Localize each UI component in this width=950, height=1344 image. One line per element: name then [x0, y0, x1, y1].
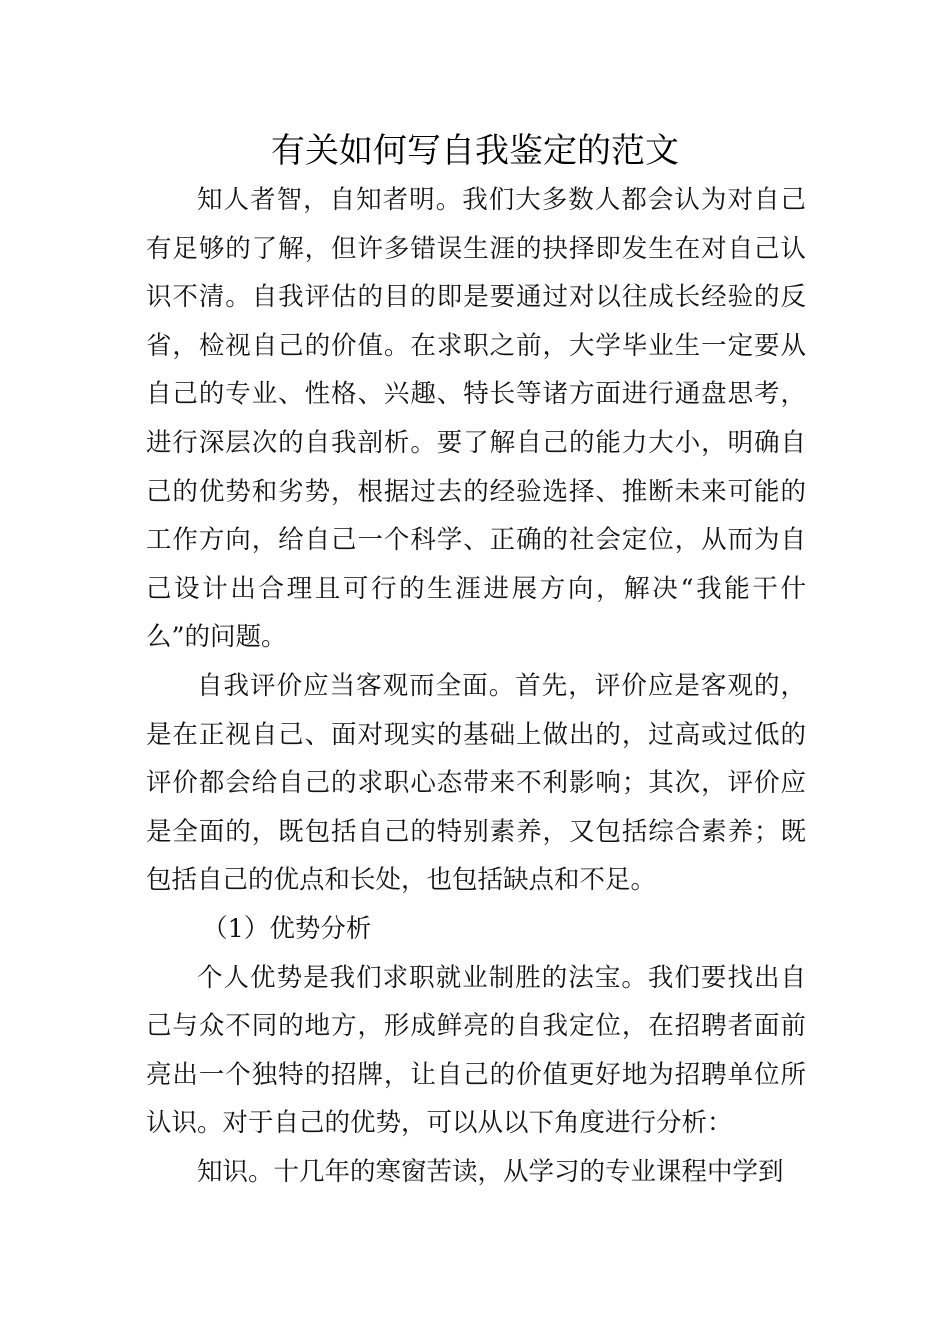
section-heading-strengths: （1）优势分析	[202, 913, 372, 944]
paragraph-knowledge: 知识。十几年的寒窗苦读，从学习的专业课程中学到	[197, 1156, 784, 1187]
document-title: 有关如何写自我鉴定的范文	[271, 131, 679, 171]
paragraph-self-knowledge: 知人者智，自知者明。我们大多数人都会认为对自己有足够的了解，但许多错误生涯的抉择即发生在对自己认识不清。自我评估的目的即是要通过对以往成长经验的反省，检视自己的价值。在求职之前，大学毕业生一定要从自己的专业、性格、兴趣、特长等诸方面进行通盘思考，进行深层次的自我剖析。要了解自己的能力大小，明确自己的优势和劣势，根据过去的经验选择、推断未来可能的工作方向，给自己一个科学、正确的社会定位，从而为自己设计出合理且可行的生涯进展方向，解决“我能干什么”的问题。	[146, 185, 806, 653]
paragraph-self-evaluation: 自我评价应当客观而全面。首先，评价应是客观的，是在正视自己、面对现实的基础上做出的，过高或过低的评价都会给自己的求职心态带来不利影响；其次，评价应是全面的，既包括自己的特别素养，又包括综合素养；既包括自己的优点和长处，也包括缺点和不足。	[146, 670, 806, 896]
document-body	[146, 176, 806, 1196]
paragraph-strengths: 个人优势是我们求职就业制胜的法宝。我们要找出自己与众不同的地方，形成鲜亮的自我定位，在招聘者面前亮出一个独特的招牌，让自己的价值更好地为招聘单位所认识。对于自己的优势，可以从以下角度进行分析：	[146, 962, 806, 1139]
